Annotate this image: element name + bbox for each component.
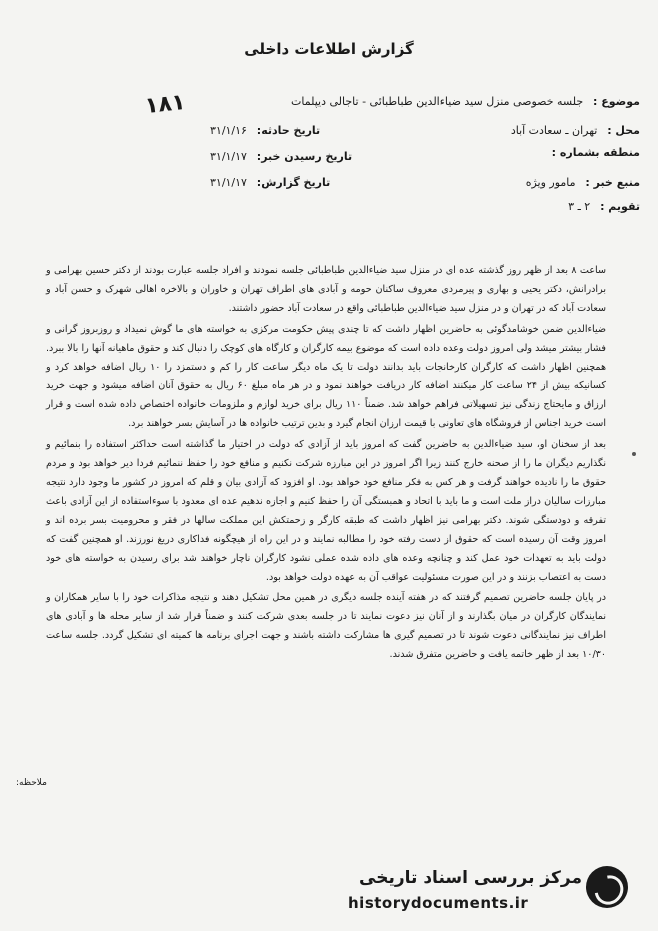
event-date-label: تاریخ حادثه: (256, 124, 321, 137)
report-date-label: تاریخ گزارش: (256, 176, 331, 189)
source-label: منبع خبر : (585, 176, 640, 189)
body-paragraph: ساعت ۸ بعد از ظهر روز گذشته عده ای در منزل سید ضیاءالدین طباطبائی جلسه نمودند و افراد جلسه عبارت بودند از دکتر حسین بهرامی و برادرانش، دکتر یحیی و بهاری و پیرمردی معروف ساکنان حومه و آبادی های اطراف تهران و خاوران و بالاخره اهالی شهرک و حسن آباد و سعادت آباد که در تهران و در منزل سید ضیاءالدین طباطبائی واقع در سعادت آباد حضور داشتند. (46, 265, 606, 314)
report-body (46, 262, 606, 665)
report-date-value: ۳۱/۱/۱۷ (210, 176, 247, 189)
evaluation-label: تقویم : (600, 200, 640, 213)
place-row (511, 124, 640, 137)
received-date-label: تاریخ رسیدن خبر: (256, 150, 353, 163)
evaluation-value: ۲ ـ ۳ (568, 200, 591, 213)
serial-number: ۱۸۱ (143, 89, 187, 120)
received-date-value: ۳۱/۱/۱۷ (210, 150, 247, 163)
place-value: تهران ـ سعادت آباد (510, 124, 598, 137)
event-date-value: ۳۱/۱/۱۶ (210, 124, 247, 137)
report-title: گزارش اطلاعات داخلی (244, 40, 414, 58)
margin-note-label: ملاحظه: (16, 778, 47, 788)
archive-name: مرکز بررسی اسناد تاریخی (359, 868, 582, 888)
subject-row (291, 95, 640, 108)
received-date-row (210, 150, 352, 163)
body-paragraph: ضیاءالدین ضمن خوشامدگوئی به حاضرین اظهار داشت که تا چندی پیش حکومت مرکزی به خواسته های ما گوش نمیداد و روزبروز گرانی و فشار بیشتر میشد ولی امروز دولت وعده داده است که موضوع بیمه کارگران و کارگاه های کوچک را دنبال کند و حقوق ماهیانه آنها را بالا ببرد. همچنین اظهار داشت که کارگران کارخانجات باید بدانند دولت تا یک ماه دیگر ساعت کار را کم و دستمزد را ۱۰ ریال اضافه خواهد کرد و کسانیکه بیش از ۲۴ ساعت کار میکنند اضافه کار دریافت خواهند نمود و در هر ماه مبلغ ۶۰ ریال به حقوق آنان اضافه میشود و جهت خرید ارزاق و مایحتاج زندگی نیز تسهیلاتی فراهم خواهد شد. ضمناً ۱۱۰ ریال برای خرید لوازم و ملزومات خانواده اختصاص داده شده است و قرار است خرید اجناس از فروشگاه های تعاونی با قیمت ارزان انجام گیرد و بدین ترتیب خانواده ها در آسایش بسر خواهند برد. (46, 323, 607, 430)
archive-url[interactable]: historydocuments.ir (348, 894, 529, 912)
event-date-row (210, 124, 320, 137)
section-row (552, 146, 640, 159)
archive-logo-icon (586, 866, 628, 908)
subject-label: موضوع : (593, 95, 640, 108)
archive-watermark (330, 866, 630, 922)
subject-value: جلسه خصوصی منزل سید ضیاءالدین طباطبائی - تاجالی دیپلمات (291, 95, 584, 108)
report-date-row (210, 176, 330, 189)
source-row (526, 176, 640, 189)
section-label: منطقه بشماره : (551, 146, 640, 159)
body-paragraph: بعد از سخنان او، سید ضیاءالدین به حاضرین گفت که امروز باید از آزادی که دولت در اختیار ما گذاشته است حداکثر استفاده را بنمائیم و نگذاریم دیگران ما را از صحنه خارج کنند زیرا اگر امروز در این مبارزه شرکت نکنیم و منافع خود را حفظ ننمائیم فردا دیر خواهد بود و مردم حقوق ما را نادیده خواهند گرفت و هر کس به فکر منافع خود خواهد بود. او افزود که آزادی بیان و قلم که امروز در کشور ما وجود دارد نتیجه مبارزات سالیان دراز ملت است و ما باید با اتحاد و همبستگی آن را حفظ کنیم و اجازه ندهیم عده ای معدود با سوءاستفاده از این آزادی باعث تفرقه و دودستگی شوند. دکتر بهرامی نیز اظهار داشت که طبقه کارگر و زحمتکش این مملکت سالها در فقر و محرومیت بسر برده اند و امروز وقت آن رسیده است که حقوق از دست رفته خود را مطالبه نمایند و در این راه از هیچگونه فداکاری دریغ نورزند. او همچنین گفت که دولت باید به تعهدات خود عمل کند و چنانچه وعده های داده شده عملی نشود کارگران ناچار خواهند شد برای رسیدن به خواسته های خود دست به اعتصاب بزنند و در این صورت مسئولیت عواقب آن به عهده دولت خواهد بود. (46, 439, 606, 583)
margin-mark (632, 452, 636, 456)
place-label: محل : (607, 124, 640, 137)
source-value: مامور ویژه (525, 176, 576, 189)
evaluation-row (568, 200, 640, 213)
body-paragraph: در پایان جلسه حاضرین تصمیم گرفتند که در هفته آینده جلسه دیگری در همین محل تشکیل دهند و نتیجه مذاکرات خود را با سایر همکاران و نمایندگان کارگران در میان بگذارند و از آنان نیز دعوت نمایند تا در جلسه بعدی شرکت کنند و ضمناً قرار شد از سایر محله ها و آبادی های اطراف نیز نمایندگانی دعوت شوند تا در تصمیم گیری ها مشارکت داشته باشند و جهت اجرای برنامه ها کمیته ای تشکیل گردد. جلسه ساعت ۱۰/۳۰ بعد از ظهر خاتمه یافت و حاضرین متفرق شدند. (46, 592, 606, 661)
